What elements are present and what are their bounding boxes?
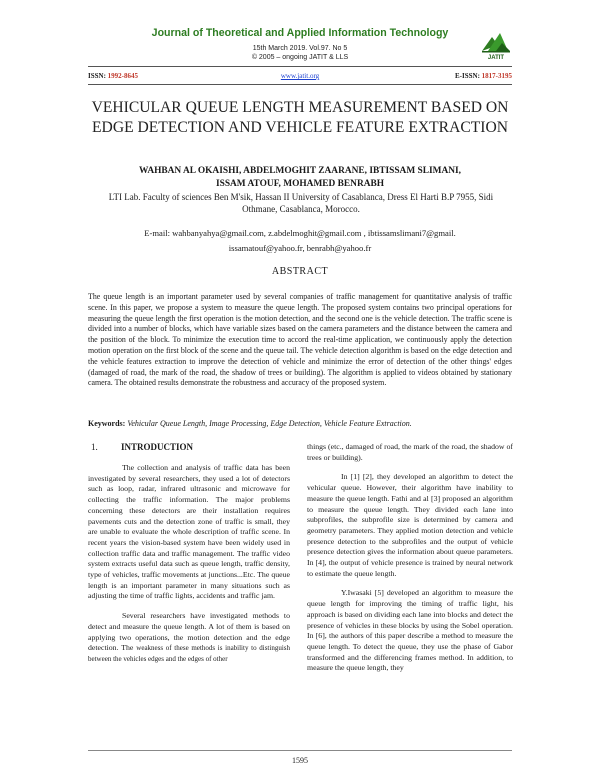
logo-text: JATIT bbox=[487, 55, 505, 61]
jatit-logo-icon bbox=[478, 31, 512, 61]
keywords bbox=[88, 419, 512, 428]
issn-row bbox=[88, 72, 512, 82]
eissn-label: E-ISSN: bbox=[455, 72, 480, 80]
header-rule-bottom bbox=[88, 84, 512, 85]
keywords-list: Vehicular Queue Length, Image Processing, Edge Detection, Vehicle Feature Extraction. bbox=[127, 419, 412, 428]
authors-line-2: ISSAM ATOUF, MOHAMED BENRABH bbox=[215, 179, 385, 189]
right-paragraph-2: Y.Iwasaki [5] developed an algorithm to measure the queue length for improving the timing of traffic light, his approach is based on dividing each lane into blocks and detect the presence of vehicles in these blocks by using the Sobel operation. In [6], the authors of this paper describe a method to measure the queue length. To detect the queue, they use the phase of Gabor transformed and the differencing frames method. In addition, to measure the queue length, they bbox=[307, 588, 513, 673]
emails-line-1: E-mail: wahbanyahya@gmail.com, z.abdelmoghit@gmail.com , ibtissamslimani7@gmail. bbox=[144, 228, 456, 238]
journal-title: Journal of Theoretical and Applied Information Technology bbox=[151, 27, 449, 39]
header-rule-top bbox=[88, 66, 512, 67]
footer-rule bbox=[88, 750, 512, 751]
copyright-line: © 2005 – ongoing JATIT & LLS bbox=[251, 54, 349, 61]
issue-line: 15th March 2019. Vol.97. No 5 bbox=[252, 45, 348, 52]
left-paragraph-1: The collection and analysis of traffic data has been investigated by several researchers, they used a lot of detectors such as loop, radar, infrared ultrasonic and microwave for collecting the traffic information. The major problems concerning these detectors are their installation requires pavements cuts and the detection zone of traffic is small, they are unable to evaluate the whole description of traffic scene. In recent years the vision-based system have been widely used in collection traffic data and traffic management. The traffic video system extracts useful data such as queue length, traffic density, type of vehicles, traffic movements at junctions...Etc. The queue length is an important parameter in many situations such as adjusting the time of traffic lights, accidents and traffic jam. bbox=[88, 463, 290, 601]
website-link[interactable]: www.jatit.org bbox=[280, 72, 320, 80]
left-paragraph-2-small: weakness of these methods is inability to distinguish between the vehicles edges and the edges of other bbox=[88, 644, 290, 663]
section-number: 1. bbox=[91, 442, 98, 452]
issn-label: ISSN: bbox=[88, 72, 106, 80]
keywords-label: Keywords: bbox=[88, 419, 126, 428]
title-line-2: EDGE DETECTION AND VEHICLE FEATURE EXTRACTION bbox=[92, 119, 508, 136]
emails-line-2: issamatouf@yahoo.fr, benrabh@yahoo.fr bbox=[228, 243, 372, 253]
left-paragraph-2-main: Several researchers have investigated methods to detect and measure the queue length. A lot of them is based on applying two operations, the motion detection and the edge detection. The bbox=[88, 611, 290, 653]
issn-value: 1992-8645 bbox=[107, 72, 138, 80]
abstract-text: The queue length is an important parameter used by several companies of traffic management for quantitative analysis of traffic scene. In this paper, we propose a system to measure the queue length. The proposed system contains two principal operations for measuring the queue length the first operation is the motion detection, and the second one is the vehicle detection. The traffic scene is divided into a number of blocks, which have variable sizes based on the camera parameters and the distance between the camera and the position of the block. To minimize the execution time to accord the real-time application, we continuously apply the detection motion operation on the first block of the scene and the queue tail. The vehicle detection algorithm is based on the edge detection and the vehicle features extraction to improve the detection of vehicle and minimize the error of detection of the other things' edges (damaged of road, the mark of the road, the shadow of trees or building). The algorithm is applied to videos obtained by stationary camera. The obtained results demonstrate the robustness and accuracy of the proposed system. bbox=[88, 292, 512, 388]
abstract-heading: ABSTRACT bbox=[271, 266, 329, 277]
right-paragraph-1: In [1] [2], they developed an algorithm to detect the vehicular queue. However, their algorithm have inability to measure the queue length. Fathi and al [3] proposed an algorithm to measure the queue length. They divided each lane into subprofiles, the subprofile size is determined by camera and geometry parameters. They applied motion detection and vehicle presence detection to the subprofiles and the output of vehicle presence detection gives the information about queue parameters. In [4], the output of vehicle presence is trained by neural network to estimate the queue length. bbox=[307, 472, 513, 578]
eissn-value: 1817-3195 bbox=[481, 72, 512, 80]
authors bbox=[110, 165, 490, 191]
paper-title bbox=[60, 98, 540, 138]
authors-line-1: WAHBAN AL OKAISHI, ABDELMOGHIT ZAARANE, IBTISSAM SLIMANI, bbox=[138, 166, 462, 176]
left-paragraph-2 bbox=[88, 611, 290, 665]
title-line-1: VEHICULAR QUEUE LENGTH MEASUREMENT BASED ON bbox=[91, 99, 509, 116]
affiliation: LTI Lab. Faculty of sciences Ben M'sik, Hassan II University of Casablanca, Dress El Harti B.P 7955, Sidi Othmane, Casablanca, Morocco. bbox=[108, 192, 494, 214]
eissn bbox=[455, 72, 512, 80]
right-paragraph-0: things (etc., damaged of road, the mark of the road, the shadow of trees or building). bbox=[307, 442, 513, 462]
right-column bbox=[307, 442, 513, 683]
left-column bbox=[88, 463, 290, 665]
section-title: INTRODUCTION bbox=[121, 442, 194, 452]
page-number: 1595 bbox=[292, 756, 308, 765]
